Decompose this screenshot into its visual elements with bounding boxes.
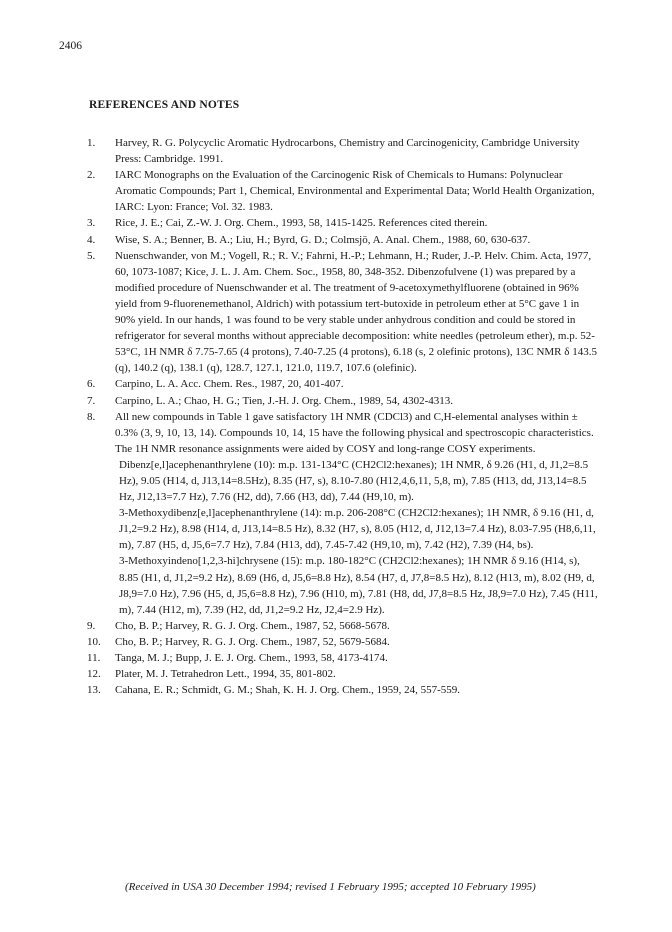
- compound-data-14: [89, 505, 599, 553]
- reference-number: 12.: [87, 668, 101, 681]
- reference-item: [89, 215, 599, 231]
- reference-number: 2.: [87, 169, 96, 182]
- reference-text: Carpino, L. A.; Chao, H. G.; Tien, J.-H. J. Org. Chem., 1989, 54, 4302-4313.: [115, 394, 454, 407]
- compound-data-10: [89, 457, 599, 505]
- reference-text: All new compounds in Table 1 gave satisfactory 1H NMR (CDCl3) and C,H-elemental analyses within ± 0.3% (3, 9, 10, 13, 14). Compounds 10, 14, 15 have the following physical and spectroscopic characteristics. The 1H NMR resonance assignments were aided by COSY and long-range COSY experiments.: [115, 410, 594, 455]
- reference-number: 13.: [87, 684, 101, 697]
- reference-item: [89, 618, 599, 634]
- reference-text: Cho, B. P.; Harvey, R. G. J. Org. Chem., 1987, 52, 5668-5678.: [115, 619, 390, 632]
- reference-number: 9.: [87, 619, 96, 632]
- reference-text: Cho, B. P.; Harvey, R. G. J. Org. Chem., 1987, 52, 5679-5684.: [115, 635, 390, 648]
- compound-data-15: [89, 553, 599, 617]
- reference-number: 4.: [87, 233, 96, 246]
- references-heading: REFERENCES AND NOTES: [89, 99, 240, 111]
- reference-text: Rice, J. E.; Cai, Z.-W. J. Org. Chem., 1993, 58, 1415-1425. References cited therein.: [115, 217, 488, 230]
- reference-item: [89, 393, 599, 409]
- reference-text: 3-Methoxyindeno[1,2,3-hi]chrysene (15): m.p. 180-182°C (CH2Cl2:hexanes); 1H NMR δ 9.16 (H14, s), 8.85 (H1, d, J1,2=9.2 Hz), 8.69 (H6, d, J5,6=8.8 Hz), 8.54 (H7, d, J7,8=8.5 Hz), 8.12 (H13, m), 8.02 (H9, d, J8,9=7.0 Hz), 7.96 (H5, d, J5,6=8.8 Hz), 7.96 (H10, m), 7.81 (H8, dd, J7,8=8.5 Hz, J8,9=7.0 Hz), 7.45 (H11, m), 7.44 (H12, m), 7.39 (H2, dd, J1,2=9.2 Hz, J2,4=2.9 Hz).: [119, 555, 598, 616]
- received-dates: (Received in USA 30 December 1994; revised 1 February 1995; accepted 10 February 1995): [125, 881, 536, 893]
- reference-text: Tanga, M. J.; Bupp, J. E. J. Org. Chem., 1993, 58, 4173-4174.: [115, 652, 388, 664]
- reference-text: Nuenschwander, von M.; Vogell, R.; R. V.; Fahrni, H.-P.; Lehmann, H.; Ruder, J.-P. Helv. Chim. Acta, 1977, 60, 1073-1087; Kice, J. L. J. Am. Chem. Soc., 1958, 80, 348-352. Dibenzofulvene (1) was prepared by a modified procedure of Nuenschwander et al. The treatment of 9-acetoxymethylfluorene (obtained in 96% yield from 9-fluorenemethanol, Aldrich) with potassium tert-butoxide in petroleum ether at 5°C gave 1 in 90% yield. In our hands, 1 was found to be very stable under anhydrous condition and could be stored in refrigerator for several months without appreciable decomposition: white needles (petroleum ether), m.p. 52-53°C, 1H NMR δ 7.75-7.65 (4 protons), 7.40-7.25 (4 protons), 6.18 (s, 2 olefinic protons), 13C NMR δ 143.5 (q), 140.2 (q), 138.1 (q), 128.7, 127.1, 121.0, 119.7, 107.6 (olefinic).: [115, 249, 597, 375]
- reference-text: Plater, M. J. Tetrahedron Lett., 1994, 35, 801-802.: [115, 668, 336, 681]
- reference-number: 7.: [87, 394, 96, 407]
- reference-number: 1.: [87, 137, 96, 149]
- reference-text: Wise, S. A.; Benner, B. A.; Liu, H.; Byrd, G. D.; Colmsjö, A. Anal. Chem., 1988, 60, 630-637.: [115, 233, 531, 246]
- reference-item: [89, 135, 599, 167]
- reference-item: [89, 409, 599, 457]
- reference-text: Carpino, L. A. Acc. Chem. Res., 1987, 20, 401-407.: [115, 378, 344, 391]
- reference-number: 6.: [87, 378, 96, 391]
- reference-text: Cahana, E. R.; Schmidt, G. M.; Shah, K. H. J. Org. Chem., 1959, 24, 557-559.: [115, 684, 461, 697]
- page-number: 2406: [59, 40, 82, 52]
- reference-item: [89, 634, 599, 650]
- reference-item: [89, 376, 599, 392]
- reference-number: 8.: [87, 410, 96, 423]
- reference-item: [89, 682, 599, 698]
- reference-text: 3-Methoxydibenz[e,l]acephenanthrylene (14): m.p. 206-208°C (CH2Cl2:hexanes); 1H NMR, δ 9.16 (H1, d, J1,2=9.2 Hz), 8.98 (H14, d, J13,14=8.5 Hz), 8.32 (H7, s), 8.05 (H12, d, J12,13=7.4 Hz), 8.03-7.95 (H8,6,11, m), 7.87 (H5, d, J5,6=7.7 Hz), 7.84 (H13, dd), 7.45-7.42 (H9,10, m), 7.42 (H2), 7.39 (H4, bs).: [119, 507, 596, 552]
- reference-number: 3.: [87, 217, 96, 230]
- reference-item: [89, 167, 599, 215]
- reference-number: 10.: [87, 635, 101, 648]
- reference-item: [89, 232, 599, 248]
- reference-number: 5.: [87, 249, 96, 262]
- reference-item: [89, 650, 599, 666]
- references-list: [89, 135, 599, 698]
- reference-text: Dibenz[e,l]acephenanthrylene (10): m.p. 131-134°C (CH2Cl2:hexanes); 1H NMR, δ 9.26 (H1, d, J1,2=8.5 Hz), 9.05 (H14, d, J13,14=8.5Hz), 8.35 (H7, s), 8.10-7.80 (H12,4,6,11, 5,8, m), 7.85 (H13, dd, J13,14=8.5 Hz, J12,13=7.7 Hz), 7.76 (H2, dd), 7.66 (H3, dd), 7.44 (H9,10, m).: [119, 458, 589, 504]
- reference-text: IARC Monographs on the Evaluation of the Carcinogenic Risk of Chemicals to Humans: Polynuclear Aromatic Compounds; Part 1, Chemical, Environmental and Experimental Data; World Health Organization, IARC: Lyon: France; Vol. 32. 1983.: [115, 169, 595, 214]
- reference-item: [89, 248, 599, 377]
- reference-number: 11.: [87, 652, 101, 664]
- reference-text: Harvey, R. G. Polycyclic Aromatic Hydrocarbons, Chemistry and Carcinogenicity, Cambridge University Press: Cambridge. 1991.: [115, 137, 580, 166]
- reference-item: [89, 666, 599, 682]
